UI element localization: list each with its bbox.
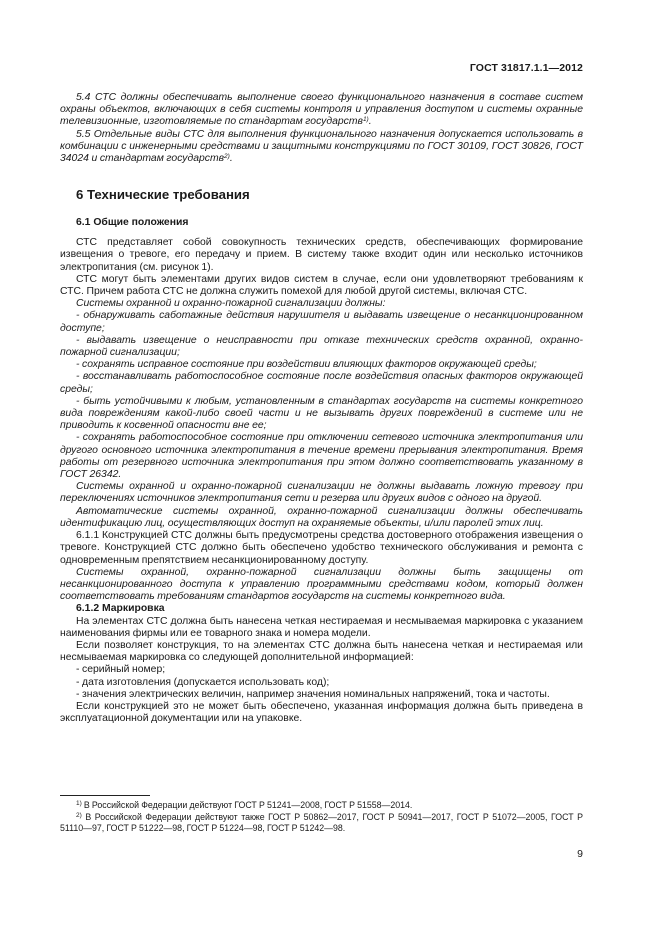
list-item: - восстанавливать работоспособное состояние после воздействия опасных факторов окружающей среды; xyxy=(60,371,583,395)
footnotes xyxy=(60,800,583,835)
list-item: - сохранять исправное состояние при воздействии влияющих факторов окружающей среды; xyxy=(76,359,537,371)
paragraph-access-protection: Системы охранной, охранно-пожарной сигнализации должны быть защищены от несанкционированного доступа к управлению программными средствами кодом, который должен соответствовать требованиям стандартов государств на системы конкретного вида. xyxy=(60,566,583,603)
clause-5-5: 5.5 Отдельные виды СТС для выполнения функционального назначения допускается использовать в комбинации с инженерными средствами и защитными конструкциями по ГОСТ 30109, ГОСТ 30826, ГОСТ 34024 и стандартам государств$^{2)}$. xyxy=(60,128,583,165)
footnote-ref-2[interactable]: 2) xyxy=(224,153,230,161)
page-number: 9 xyxy=(577,848,583,860)
clause-5-4: 5.4 СТС должны обеспечивать выполнение своего функционального назначения в составе систем охраны объектов, включающих в себя системы контроля и управления доступом и системы охранные телевизионные, изготовляемые по стандартам государств$^{1)}$. xyxy=(60,92,583,128)
page-body xyxy=(60,92,583,725)
list-item: - значения электрических величин, например значения номинальных напряжений, тока и частоты. xyxy=(76,688,550,700)
footnote-2: $^{2)}$ В Российской Федерации действуют также ГОСТ Р 50862—2017, ГОСТ Р 50941—2017, ГОСТ Р 51072—2005, ГОСТ Р 51110—97, ГОСТ Р 51222—98, ГОСТ Р 51224—98, ГОСТ Р 51242—98. xyxy=(60,811,583,833)
section-6-1-2-heading: 6.1.2 Маркировка xyxy=(76,603,165,615)
paragraph-sts-elements: СТС могут быть элементами других видов систем в случае, если они удовлетворяют требованиям к СТС. Причем работа СТС не должна служить помехой для любой другой системы, включая СТС. xyxy=(60,273,583,298)
paragraph-requirements-intro: Системы охранной и охранно-пожарной сигнализации должны: xyxy=(76,298,386,310)
footnote-divider xyxy=(60,795,150,796)
list-item: - серийный номер; xyxy=(76,664,166,676)
paragraph-false-alarm: Системы охранной и охранно-пожарной сигнализации не должны выдавать ложную тревогу при переключениях источников электропитания сети и резерва или других видов с одного на другой. xyxy=(60,481,583,505)
list-item: - обнаруживать саботажные действия нарушителя и выдавать извещение о несанкционированном доступе; xyxy=(60,310,583,334)
paragraph-sts-definition: СТС представляет собой совокупность технических средств, обеспечивающих формирование извещения о тревоге, его передачу и прием. В систему также входит один или несколько источников электропитания (см. рисунок 1). xyxy=(60,237,583,273)
paragraph-marking-doc: Если конструкцией это не может быть обеспечено, указанная информация должна быть приведена в эксплуатационной документации или на упаковке. xyxy=(60,700,583,725)
list-item: - выдавать извещение о неисправности при отказе технических средств охранной, охранно-пожарной сигнализации; xyxy=(60,334,583,359)
footnote-1: $^{1)}$ В Российской Федерации действуют ГОСТ Р 51241—2008, ГОСТ Р 51558—2014. xyxy=(76,800,413,810)
paragraph-identification: Автоматические системы охранной, охранно-пожарной сигнализации должны обеспечивать идентификацию лиц, осуществляющих доступ на охраняемые объекты, и/или паролей этих лиц. xyxy=(60,505,583,529)
footnote-ref-1[interactable]: 1) xyxy=(362,116,369,124)
list-item: - дата изготовления (допускается использовать код); xyxy=(76,676,330,688)
section-6-heading: 6 Технические требования xyxy=(76,187,250,203)
section-6-1-heading: 6.1 Общие положения xyxy=(76,217,189,229)
list-item: - быть устойчивыми к любым, установленным в стандартах государств на системы конкретного вида повреждениям какой-либо своей части и не вызывать других повреждений в системе или не приводить к косвенной опасности вне ее; xyxy=(60,395,583,432)
clause-6-1-1: 6.1.1 Конструкцией СТС должны быть предусмотрены средства достоверного отображения извещения о тревоге. Конструкцией СТС должно быть обеспечено удобство технического обслуживания и ремонта с одновременным препятствием несанкционированному доступу. xyxy=(60,530,583,566)
standard-header: ГОСТ 31817.1.1—2012 xyxy=(469,62,583,74)
paragraph-marking-extra: Если позволяет конструкция, то на элементах СТС должна быть нанесена четкая и нестираемая или несмываемая маркировка со следующей дополнительной информацией: xyxy=(60,639,583,664)
list-item: - сохранять работоспособное состояние при отключении сетевого источника электропитания или другого основного источника электропитания в течение времени прерывания электропитания. Время работы от резервного источника электропитания при этом должно соответствовать указанному в ГОСТ 26342. xyxy=(60,432,583,481)
paragraph-marking: На элементах СТС должна быть нанесена четкая нестираемая и несмываемая маркировка с указанием наименования фирмы или ее товарного знака и номера модели. xyxy=(60,615,583,639)
